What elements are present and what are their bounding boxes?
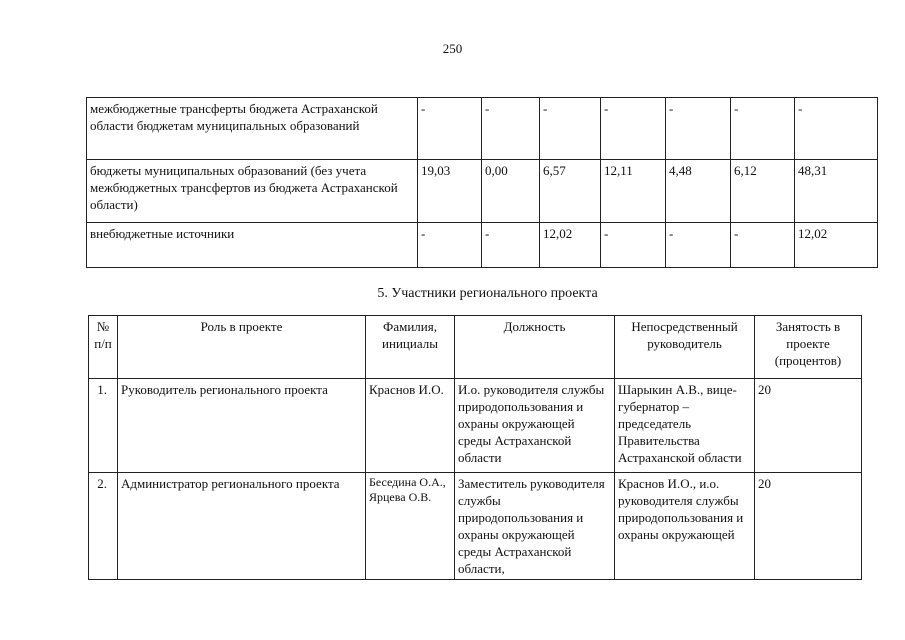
participant-row [89,473,862,580]
participant-num: 1. [89,379,118,473]
header-name: Фамилия, инициалы [366,316,455,379]
budget-cell: - [795,98,878,160]
budget-cell: - [731,98,795,160]
header-role: Роль в проекте [118,316,366,379]
budget-cell: - [418,98,482,160]
budget-table [86,97,878,268]
budget-row-label: бюджеты муниципальных образований (без учета межбюджетных трансфертов из бюджета Астраханской области) [87,160,418,223]
header-employment: Занятость в проекте (процентов) [755,316,862,379]
header-supervisor: Непосредственный руководитель [615,316,755,379]
budget-cell: - [666,223,731,268]
header-num: № п/п [89,316,118,379]
budget-row [87,223,878,268]
header-position: Должность [455,316,615,379]
budget-cell: - [666,98,731,160]
budget-row-label: внебюджетные источники [87,223,418,268]
budget-row [87,160,878,223]
participant-employment: 20 [755,379,862,473]
budget-cell: - [601,98,666,160]
participants-header-row [89,316,862,379]
participant-employment: 20 [755,473,862,580]
budget-cell: 19,03 [418,160,482,223]
participant-supervisor: Краснов И.О., и.о. руководителя службы природопользования и охраны окружающей [615,473,755,580]
budget-cell: 12,02 [540,223,601,268]
budget-cell: - [731,223,795,268]
budget-cell: - [540,98,601,160]
participant-role: Руководитель регионального проекта [118,379,366,473]
budget-row-label: межбюджетные трансферты бюджета Астраханской области бюджетам муниципальных образований [87,98,418,160]
participant-name: Краснов И.О. [366,379,455,473]
budget-cell: - [418,223,482,268]
participant-role: Администратор регионального проекта [118,473,366,580]
participant-row [89,379,862,473]
budget-row [87,98,878,160]
budget-cell: 0,00 [482,160,540,223]
budget-cell: - [482,223,540,268]
budget-cell: 6,57 [540,160,601,223]
budget-cell: 4,48 [666,160,731,223]
participant-position: Заместитель руководителя службы природопользования и охраны окружающей среды Астраханской области, [455,473,615,580]
participants-table [88,315,862,580]
budget-cell: 12,11 [601,160,666,223]
participant-supervisor: Шарыкин А.В., вице-губернатор – председатель Правительства Астраханской области [615,379,755,473]
participant-num: 2. [89,473,118,580]
budget-cell: 48,31 [795,160,878,223]
participant-position: И.о. руководителя службы природопользования и охраны окружающей среды Астраханской области [455,379,615,473]
budget-cell: 6,12 [731,160,795,223]
page-number: 250 [442,41,463,56]
participant-name: Беседина О.А., Ярцева О.В. [366,473,455,580]
budget-cell: - [601,223,666,268]
section-title: 5. Участники регионального проекта [377,286,598,301]
budget-cell: 12,02 [795,223,878,268]
budget-cell: - [482,98,540,160]
